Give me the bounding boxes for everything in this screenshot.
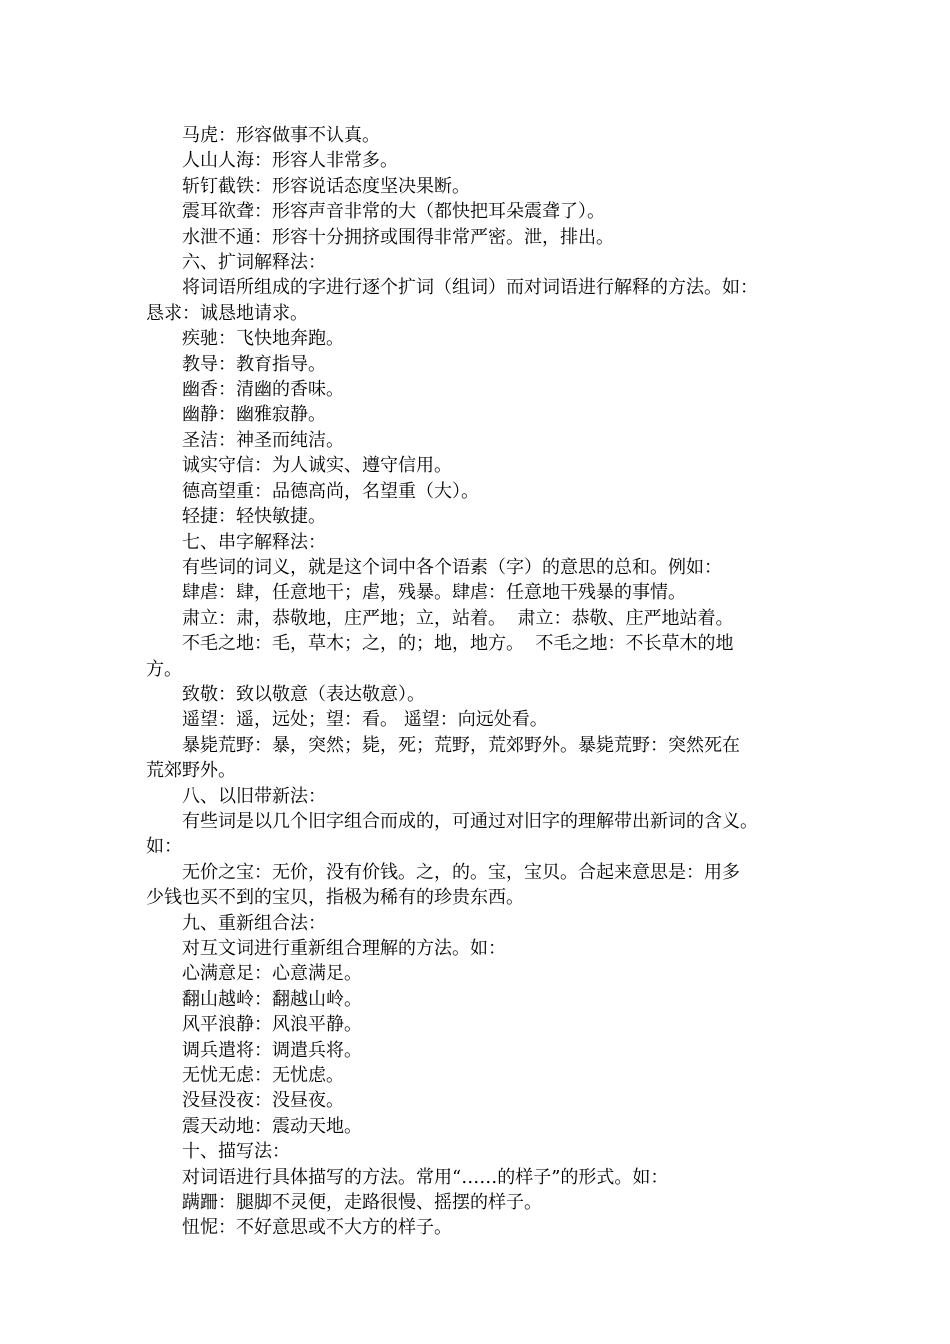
text-line: 方。 bbox=[146, 658, 182, 680]
text-line: 蹒跚：腿脚不灵便，走路很慢、摇摆的样子。 bbox=[182, 1192, 542, 1214]
text-line: 无价之宝：无价，没有价钱。之，的。宝，宝贝。合起来意思是：用多 bbox=[182, 861, 740, 883]
text-line: 暴毙荒野：暴，突然；毙，死；荒野，荒郊野外。暴毙荒野：突然死在 bbox=[182, 734, 740, 756]
text-line: 翻山越岭：翻越山岭。 bbox=[182, 988, 362, 1010]
text-line: 教导：教育指导。 bbox=[182, 353, 326, 375]
text-line: 人山人海：形容人非常多。 bbox=[182, 150, 398, 172]
text-line: 恳求：诚恳地请求。 bbox=[146, 302, 308, 324]
text-line: 忸怩：不好意思或不大方的样子。 bbox=[182, 1217, 452, 1239]
text-line: 幽香：清幽的香味。 bbox=[182, 379, 344, 401]
text-line: 疾驰：飞快地奔跑。 bbox=[182, 328, 344, 350]
text-line: 没昼没夜：没昼夜。 bbox=[182, 1090, 344, 1112]
text-line: 不毛之地：毛，草木；之，的；地，地方。 不毛之地：不长草木的地 bbox=[182, 633, 734, 655]
text-line: 无忧无虑：无忧虑。 bbox=[182, 1065, 344, 1087]
text-line: 诚实守信：为人诚实、遵守信用。 bbox=[182, 455, 452, 477]
section-heading: 七、串字解释法： bbox=[182, 531, 326, 553]
text-line: 马虎：形容做事不认真。 bbox=[182, 125, 380, 146]
text-line: 风平浪静：风浪平静。 bbox=[182, 1014, 362, 1036]
text-line: 有些词是以几个旧字组合而成的，可通过对旧字的理解带出新词的含义。 bbox=[182, 810, 758, 832]
text-line: 斩钉截铁：形容说话态度坚决果断。 bbox=[182, 175, 470, 197]
text-line: 致敬：致以敬意（表达敬意）。 bbox=[182, 683, 425, 705]
text-line: 遥望：遥，远处；望：看。 遥望：向远处看。 bbox=[182, 709, 548, 731]
section-heading: 六、扩词解释法： bbox=[182, 252, 326, 274]
text-line: 幽静：幽雅寂静。 bbox=[182, 404, 326, 426]
text-line: 肃立：肃，恭敬地，庄严地；立，站着。 肃立：恭敬、庄严地站着。 bbox=[182, 607, 734, 629]
document-page bbox=[146, 123, 826, 1241]
text-line: 有些词的词义，就是这个词中各个语素（字）的意思的总和。例如： bbox=[182, 556, 722, 578]
section-heading: 十、描写法： bbox=[182, 1141, 290, 1163]
text-line: 对词语进行具体描写的方法。常用“……的样子”的形式。如： bbox=[182, 1166, 669, 1188]
text-line: 德高望重：品德高尚，名望重（大）。 bbox=[182, 480, 479, 502]
text-line: 水泄不通：形容十分拥挤或围得非常严密。泄，排出。 bbox=[182, 226, 614, 248]
text-line: 肆虐：肆，任意地干；虐，残暴。肆虐：任意地干残暴的事情。 bbox=[182, 582, 686, 604]
text-line: 震天动地：震动天地。 bbox=[182, 1115, 362, 1137]
section-heading: 九、重新组合法： bbox=[182, 912, 326, 934]
text-line: 将词语所组成的字进行逐个扩词（组词）而对词语进行解释的方法。如： bbox=[182, 277, 758, 299]
text-line: 心满意足：心意满足。 bbox=[182, 963, 362, 985]
text-line: 对互文词进行重新组合理解的方法。如： bbox=[182, 938, 506, 959]
text-line: 圣洁：神圣而纯洁。 bbox=[182, 429, 344, 451]
section-heading: 八、以旧带新法： bbox=[182, 785, 326, 807]
text-line: 轻捷：轻快敏捷。 bbox=[182, 506, 326, 528]
text-line: 如： bbox=[146, 836, 182, 858]
text-line: 荒郊野外。 bbox=[146, 760, 236, 782]
text-line: 震耳欲聋：形容声音非常的大（都快把耳朵震聋了）。 bbox=[182, 201, 605, 223]
text-line: 少钱也买不到的宝贝，指极为稀有的珍贵东西。 bbox=[146, 887, 524, 909]
text-line: 调兵遣将：调遣兵将。 bbox=[182, 1039, 362, 1061]
